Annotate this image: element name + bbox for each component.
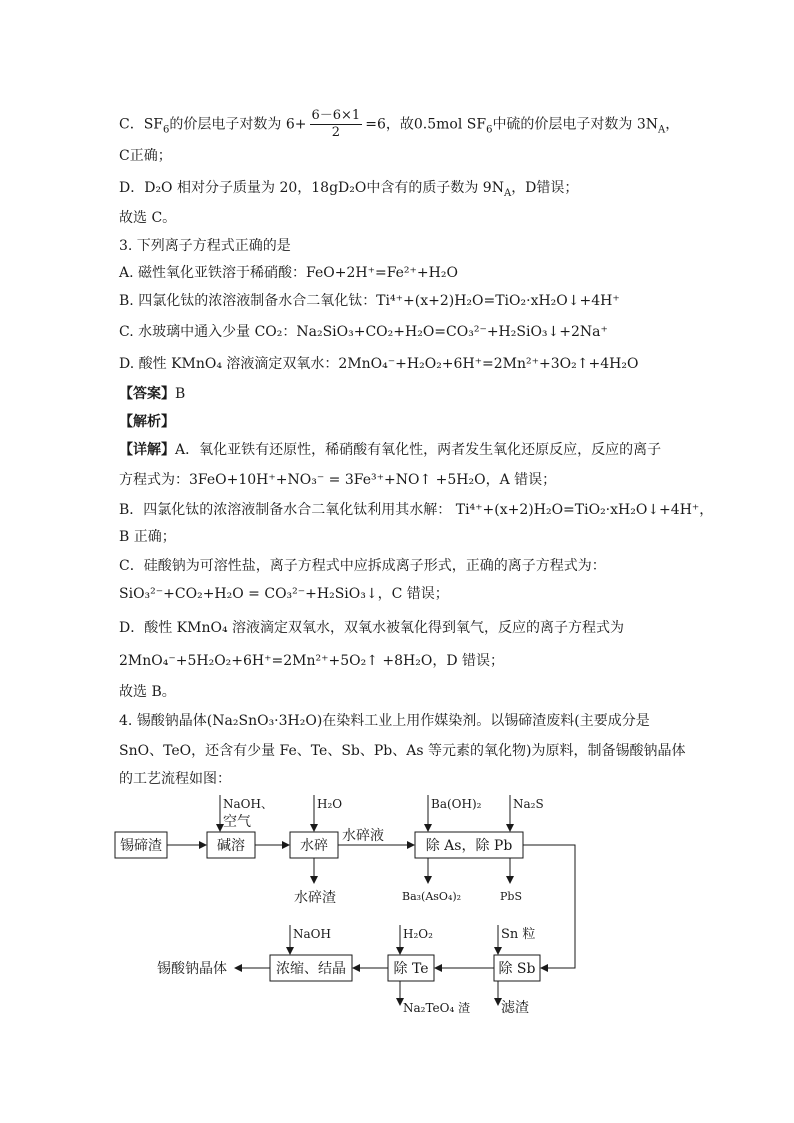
label-naoh: NaOH <box>293 927 331 941</box>
option-d-prev: D．D₂O 相对分子质量为 20，18gD₂O中含有的质子数为 $9N_A$，D错误； <box>119 180 579 199</box>
label-na2s: Na₂S <box>513 797 544 811</box>
label-remove-sb: 除 Sb <box>498 961 536 977</box>
q3-option-d: D. 酸性 KMnO₄ 溶液滴定双氧水：2MnO₄⁻+H₂O₂+6H⁺=2Mn²⁺+3O₂↑+4H₂O <box>119 356 639 372</box>
label-concentrate: 浓缩、结晶 <box>276 961 346 977</box>
detail-c1: C．硅酸钠为可溶性盐，离子方程式中应拆成离子形式，正确的离子方程式为： <box>119 558 606 574</box>
detail-a2: 方程式为：3FeO+10H⁺+NO₃⁻ = 3Fe³⁺+NO↑ +5H₂O，A 错误； <box>119 472 557 488</box>
label-na2teo4: Na₂TeO₄ 渣 <box>403 1001 471 1015</box>
label-water-liquid: 水碎液 <box>342 828 384 844</box>
q4-line-2: SnO、TeO，还含有少量 Fe、Te、Sb、Pb、As 等元素的氧化物)为原料，制备锡酸钠晶体 <box>119 743 686 759</box>
label-naoh-air-1: NaOH、 <box>223 797 273 811</box>
detail-d1: D．酸性 KMnO₄ 溶液滴定双氧水，双氧水被氧化得到氧气，反应的离子方程式为 <box>119 620 625 636</box>
label-naoh-air-2: 空气 <box>223 814 251 830</box>
choose-c: 故选 C。 <box>119 210 177 226</box>
q4-line-1: 4. 锡酸钠晶体(Na₂SnO₃·3H₂O)在染料工业上用作媒染剂。以锡碲渣废料(主要成分是 <box>119 713 650 729</box>
choose-b: 故选 B。 <box>119 684 176 700</box>
label-remove-te: 除 Te <box>393 961 429 977</box>
answer: 【答案】B <box>119 386 186 402</box>
label-water: 水碎 <box>300 838 328 854</box>
detail-c2: SiO₃²⁻+CO₂+H₂O = CO₃²⁻+H₂SiO₃↓，C 错误； <box>119 586 449 602</box>
label-residue: 滤渣 <box>501 1000 529 1016</box>
label-h2o: H₂O <box>317 797 343 811</box>
fraction: $\frac{6-6\times 1}{2}$ <box>311 108 361 140</box>
option-c-prev: C．$SF_6$的价层电子对数为 6+ $\frac{6-6\times 1}{2}$ =6，故0.5mol $SF_6$中硫的价层电子对数为 $3N_A$， <box>119 108 680 140</box>
detail-a1: 【详解】A．氧化亚铁有还原性，稀硝酸有氧化性，两者发生氧化还原反应，反应的离子 <box>119 442 662 458</box>
detail-d2: 2MnO₄⁻+5H₂O₂+6H⁺=2Mn²⁺+5O₂↑ +8H₂O，D 错误； <box>119 653 505 669</box>
q4-line-3: 的工艺流程如图： <box>119 771 231 787</box>
process-flow-diagram <box>110 790 590 1020</box>
label-pbs: PbS <box>500 890 522 903</box>
q3-option-b: B. 四氯化钛的浓溶液制备水合二氧化钛：Ti⁴⁺+(x+2)H₂O=TiO₂·xH₂O↓+4H⁺ <box>119 293 620 309</box>
label-product: 锡酸钠晶体 <box>157 961 227 977</box>
label-sn: Sn 粒 <box>501 927 536 942</box>
q3-title: 3. 下列离子方程式正确的是 <box>119 238 291 254</box>
q3-option-c: C. 水玻璃中通入少量 CO₂：Na₂SiO₃+CO₂+H₂O=CO₃²⁻+H₂SiO₃↓+2Na⁺ <box>119 324 608 340</box>
detail-b1: B．四氯化钛的浓溶液制备水合二氧化钛利用其水解： Ti⁴⁺+(x+2)H₂O=TiO₂·xH₂O↓+4H⁺， <box>119 502 714 518</box>
label-remove-as-pb: 除 As，除 Pb <box>425 838 513 854</box>
label-ba3aso4: Ba₃(AsO₄)₂ <box>402 890 462 903</box>
detail-b2: B 正确； <box>119 529 176 545</box>
label-baoh2: Ba(OH)₂ <box>431 797 482 811</box>
label-h2o2: H₂O₂ <box>403 927 433 941</box>
label-alkali: 碱溶 <box>217 838 245 854</box>
label-start: 锡碲渣 <box>120 838 162 854</box>
c-correct: C正确； <box>119 148 172 164</box>
q3-option-a: A. 磁性氧化亚铁溶于稀硝酸：FeO+2H⁺=Fe²⁺+H₂O <box>119 265 458 281</box>
analysis-label: 【解析】 <box>119 414 175 430</box>
label-water-residue: 水碎渣 <box>294 890 336 906</box>
